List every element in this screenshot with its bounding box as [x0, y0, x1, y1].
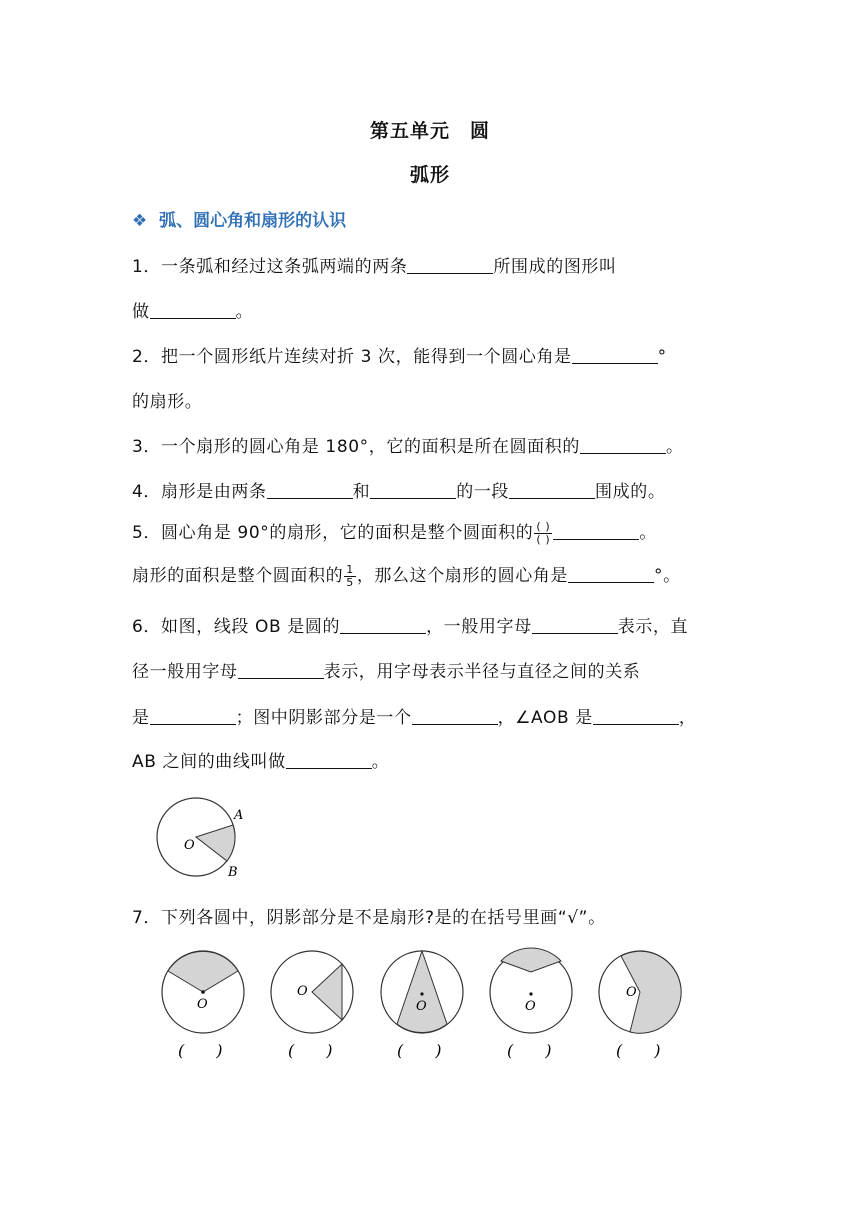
- answer-blank[interactable]: [370, 480, 456, 499]
- question-1-line-1: 1．一条弧和经过这条弧两端的两条 所围成的图形叫: [132, 257, 617, 277]
- circle-option-2: [271, 951, 353, 1033]
- question-7: 7．下列各圆中，阴影部分是不是扇形?是的在括号里画“√”。: [132, 908, 606, 928]
- fraction-blank[interactable]: $\frac{( )}{( )}$: [536, 519, 551, 546]
- question-6-line-2: 径一般用字母 表示，用字母表示半径与直径之间的关系: [132, 662, 641, 682]
- answer-blank[interactable]: [593, 706, 679, 725]
- answer-blank[interactable]: [532, 615, 618, 634]
- answer-blank[interactable]: [238, 660, 324, 679]
- question-2-line-1: 2．把一个圆形纸片连续对折 3 次，能得到一个圆心角是 °: [132, 347, 667, 367]
- question-6-line-4: AB 之间的曲线叫做 。: [132, 752, 390, 772]
- answer-blank[interactable]: [286, 750, 372, 769]
- circle-option-1: [162, 951, 244, 1033]
- page-title: 第五单元 圆: [369, 120, 490, 142]
- answer-blank[interactable]: [267, 480, 353, 499]
- svg-text:O: O: [197, 997, 208, 1012]
- answer-paren-1[interactable]: ( ): [178, 1041, 223, 1060]
- question-4: 4．扇形是由两条 和 的一段 围成的。: [132, 482, 666, 502]
- sector-choice-figures: [150, 942, 700, 1072]
- bullet-icon: ❖: [132, 211, 148, 231]
- answer-blank[interactable]: [412, 706, 498, 725]
- fraction-one-fifth: $\frac{1}{5}$: [346, 562, 354, 589]
- question-3: 3．一个扇形的圆心角是 180°，它的面积是所在圆面积的 。: [132, 437, 684, 457]
- answer-paren-4[interactable]: ( ): [507, 1041, 552, 1060]
- lesson-subtitle: 弧形: [409, 164, 450, 186]
- circle-option-4: [490, 948, 572, 1033]
- answer-blank[interactable]: [568, 564, 654, 583]
- answer-blank[interactable]: [509, 480, 595, 499]
- question-6-line-3: 是 ；图中阴影部分是一个 ，∠AOB 是 ，: [132, 708, 697, 728]
- question-2-line-2: 的扇形。: [132, 392, 203, 412]
- question-6-line-1: 6．如图，线段 OB 是圆的 ，一般用字母 表示，直: [132, 617, 689, 637]
- label-b: B: [228, 865, 238, 880]
- answer-blank[interactable]: [150, 300, 236, 319]
- answer-blank[interactable]: [150, 706, 236, 725]
- section-label: 弧、圆心角和扇形的认识: [159, 211, 347, 231]
- svg-text:O: O: [297, 984, 308, 999]
- answer-blank[interactable]: [572, 345, 658, 364]
- answer-blank[interactable]: [553, 521, 639, 540]
- svg-text:O: O: [525, 999, 536, 1014]
- svg-text:O: O: [626, 985, 637, 1000]
- label-o: O: [184, 838, 195, 853]
- answer-paren-3[interactable]: ( ): [397, 1041, 442, 1060]
- question-5-line-1: 5．圆心角是 90°的扇形，它的面积是整个圆面积的 $\frac{( )}{( )}$ 。: [132, 519, 657, 546]
- answer-paren-2[interactable]: ( ): [288, 1041, 333, 1060]
- answer-blank[interactable]: [580, 435, 666, 454]
- label-a: A: [234, 808, 244, 823]
- circle-option-3: [381, 951, 463, 1033]
- section-heading: [132, 206, 346, 231]
- svg-text:O: O: [416, 999, 427, 1014]
- answer-blank[interactable]: [340, 615, 426, 634]
- circle-sector-figure: [150, 792, 250, 884]
- circle-option-5: [599, 951, 681, 1033]
- question-5-line-2: 扇形的面积是整个圆面积的 $\frac{1}{5}$ ，那么这个扇形的圆心角是 °。: [132, 562, 681, 589]
- question-1-line-2: 做 。: [132, 302, 254, 322]
- answer-blank[interactable]: [407, 255, 493, 274]
- answer-paren-5[interactable]: ( ): [616, 1041, 661, 1060]
